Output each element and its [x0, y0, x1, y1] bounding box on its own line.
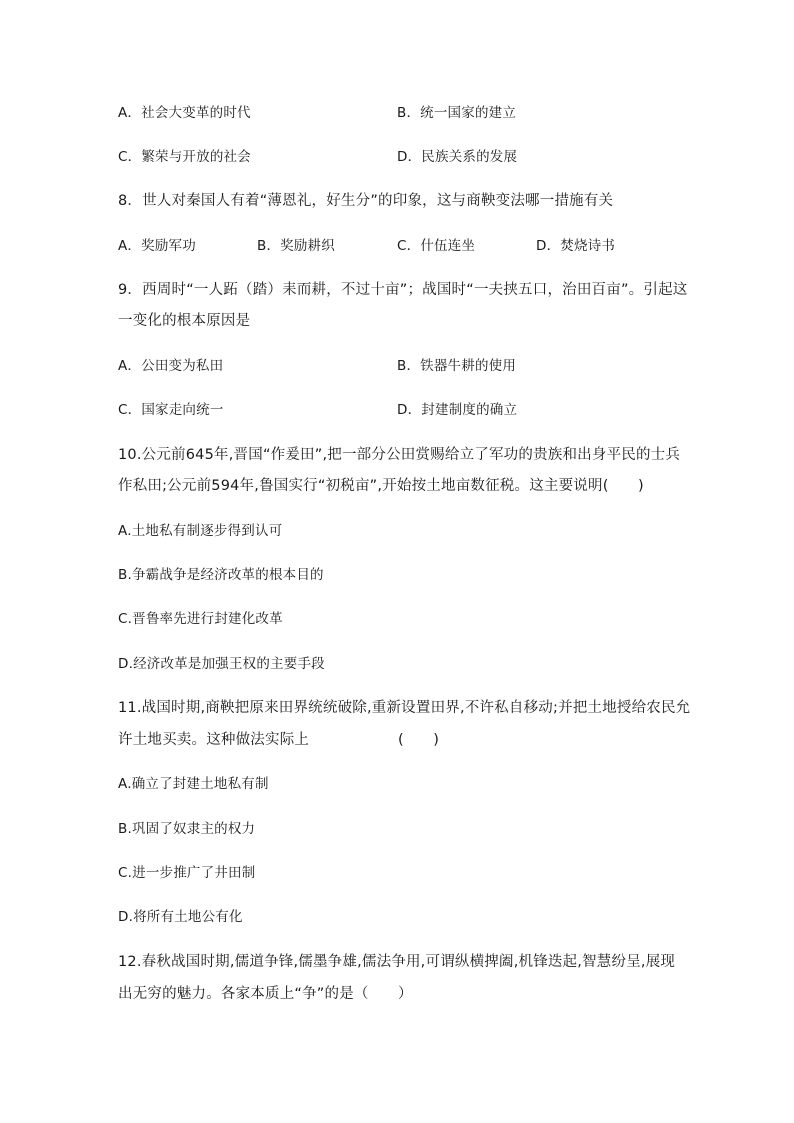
q11-answer-bracket: ( ) [398, 732, 440, 748]
q10-option-c: C.晋鲁率先进行封建化改革 [118, 611, 283, 627]
q7-option-a: A．社会大变革的时代 [118, 105, 251, 121]
q8-option-a: A．奖励军功 [118, 238, 196, 254]
q11-option-d: D.将所有土地公有化 [118, 909, 243, 925]
q10-option-b: B.争霸战争是经济改革的根本目的 [118, 567, 324, 583]
q9-option-a: A．公田变为私田 [118, 358, 224, 374]
q8-option-c: C．什伍连坐 [397, 238, 476, 254]
q11-option-a: A.确立了封建土地私有制 [118, 776, 269, 792]
q10-option-a: A.土地私有制逐步得到认可 [118, 523, 283, 539]
q10-stem-line2: 作私田;公元前594年,鲁国实行“初税亩”,开始按土地亩数征税。这主要说明( ) [118, 478, 644, 494]
q9-option-b: B．铁器牛耕的使用 [397, 358, 517, 374]
q9-stem-line1: 9．西周时“一人跖（踏）耒而耕，不过十亩”；战国时“一夫挟五口，治田百亩”。引起这 [118, 282, 688, 298]
q7-option-c: C．繁荣与开放的社会 [118, 149, 251, 165]
q11-option-c: C.进一步推广了井田制 [118, 865, 256, 881]
q12-stem-line1: 12.春秋战国时期,儒道争锋,儒墨争雄,儒法争用,可谓纵横捭阖,机锋迭起,智慧纷呈,展现 [118, 954, 676, 970]
q10-stem-line1: 10.公元前645年,晋国“作爰田”,把一部分公田赏赐给立了军功的贵族和出身平民的士兵 [118, 447, 681, 463]
q9-option-d: D．封建制度的确立 [397, 402, 518, 418]
q10-option-d: D.经济改革是加强王权的主要手段 [118, 656, 325, 672]
q8-stem: 8．世人对秦国人有着“薄恩礼，好生分”的印象，这与商鞅变法哪一措施有关 [118, 193, 614, 209]
q9-stem-line2: 一变化的根本原因是 [118, 313, 251, 329]
q11-stem-line2: 许土地买卖。这种做法实际上 [118, 732, 310, 748]
q8-option-d: D．焚烧诗书 [536, 238, 616, 254]
q11-option-b: B.巩固了奴隶主的权力 [118, 821, 256, 837]
q8-option-b: B．奖励耕织 [257, 238, 335, 254]
q12-stem-line2: 出无穷的魅力。各家本质上“争”的是（ ） [118, 986, 413, 1002]
q11-stem-line1: 11.战国时期,商鞅把原来田界统统破除,重新设置田界,不许私自移动;并把土地授给农民允 [118, 700, 691, 716]
q7-option-d: D．民族关系的发展 [397, 149, 518, 165]
q7-option-b: B．统一国家的建立 [397, 105, 517, 121]
q9-option-c: C．国家走向统一 [118, 402, 224, 418]
